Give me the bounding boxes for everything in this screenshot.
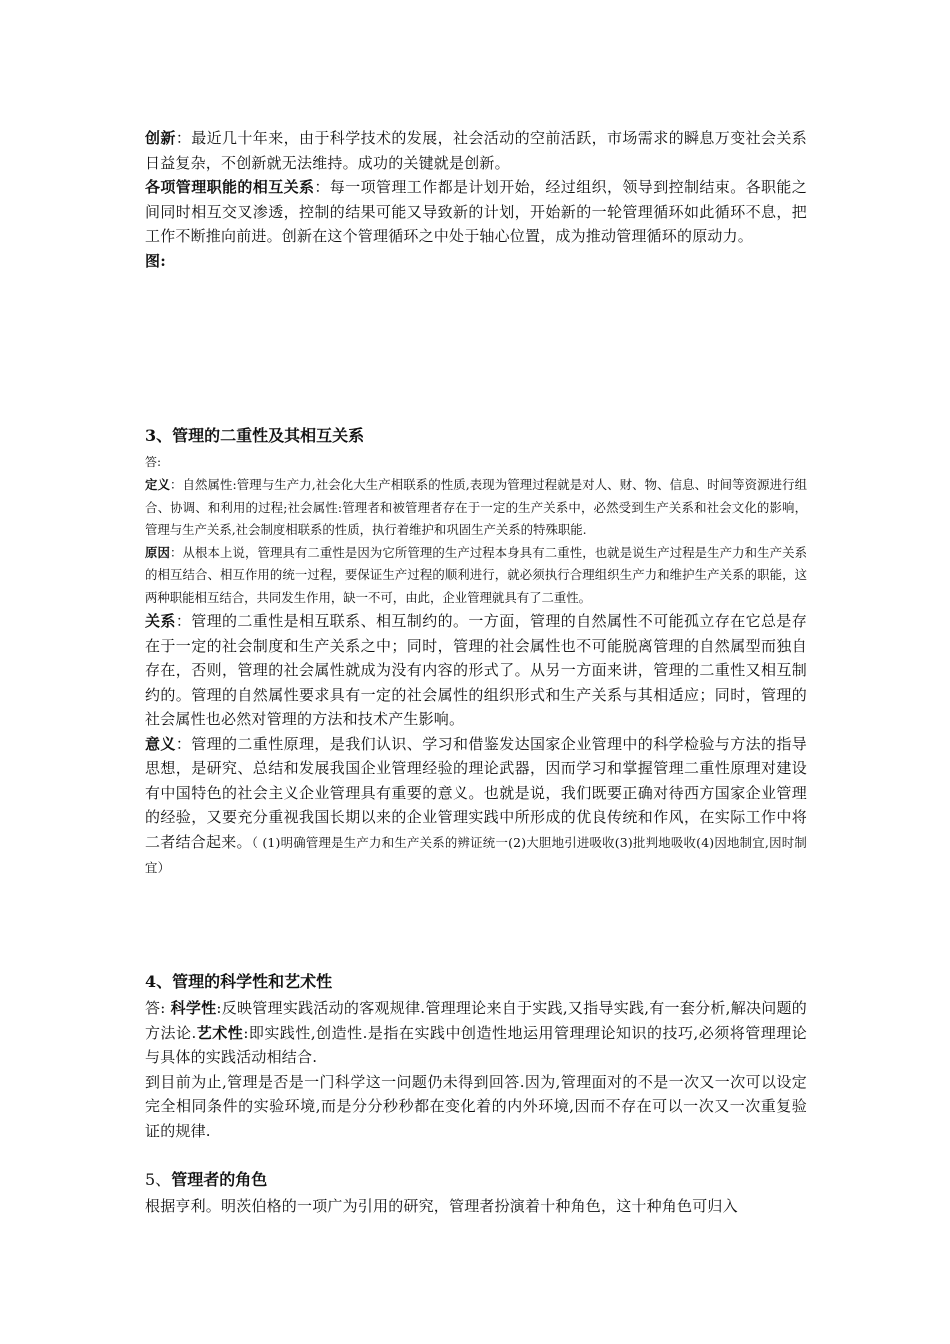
- significance-text: ：管理的二重性原理，是我们认识、学习和借鉴发达国家企业管理中的科学检验与方法的指导思想，是研究、总结和发展我国企业管理经验的理论武器，因而学习和掌握管理二重性原理对建设有中国特色的社会主义企业管理具有重要的意义。也就是说，我们既要正确对待西方国家企业管理的经验，又要充分重视我国长期以来的企业管理实践中所形成的优良传统和作风，在实际工作中将二者结合起来。: [145, 734, 807, 851]
- roles-title: 管理者的角色: [171, 1170, 268, 1189]
- art-text: :即实践性,创造性.是指在实践中创造性地运用管理理论知识的技巧,必须将管理理论与具体的实践活动相结合.: [145, 1023, 807, 1066]
- roles-heading: [145, 1168, 807, 1192]
- significance-note: （ (1)明确管理是生产力和生产关系的辨证统一(2)大胆地引进吸收(3)批判地吸收(4)因地制宜,因时制宜）: [145, 834, 807, 875]
- innovation-paragraph: [145, 126, 807, 175]
- science-art-paragraph: [145, 996, 807, 1070]
- science-art-heading: 4、管理的科学性和艺术性: [145, 972, 333, 991]
- innovation-text: ：最近几十年来，由于科学技术的发展，社会活动的空前活跃，市场需求的瞬息万变社会关系日益复杂，不创新就无法维持。成功的关键就是创新。: [145, 129, 807, 172]
- science-term: 科学性: [170, 999, 217, 1017]
- reason-term: 原因: [145, 544, 170, 560]
- function-relation-term: 各项管理职能的相互关系: [145, 178, 315, 196]
- science-art-extra-paragraph: 到目前为止,管理是否是一门科学这一问题仍未得到回答.因为,管理面对的不是一次又一次可以设定完全相同条件的实验环境,而是分分秒秒都在变化着的内外环境,因而不存在可以一次又一次重复验证的规律.: [145, 1072, 807, 1140]
- significance-paragraph: [145, 732, 807, 881]
- duality-heading: 3、管理的二重性及其相互关系: [145, 426, 365, 445]
- significance-term: 意义: [145, 734, 176, 753]
- duality-section: [145, 424, 807, 881]
- roles-section: [145, 1168, 807, 1219]
- relation-term: 关系: [145, 612, 176, 630]
- science-text: :反映管理实践活动的客观规律.管理理论来自于实践,又指导实践,有一套分析,解决问题的方法论.: [145, 999, 807, 1042]
- science-art-answer-label: 答:: [145, 999, 171, 1017]
- definition-paragraph: [145, 474, 807, 542]
- innovation-term: 创新: [145, 129, 176, 147]
- definition-term: 定义: [145, 477, 170, 492]
- roles-number: 5、: [145, 1170, 172, 1189]
- figure-label: 图:: [145, 251, 166, 270]
- art-term: 艺术性: [196, 1023, 244, 1042]
- reason-paragraph: [145, 542, 807, 610]
- science-art-section: [145, 970, 807, 1143]
- roles-paragraph: 根据亨利。明茨伯格的一项广为引用的研究，管理者扮演着十种角色，这十种角色可归入: [145, 1197, 738, 1215]
- duality-answer-label: 答:: [145, 455, 162, 469]
- innovation-block: [145, 126, 807, 273]
- function-relation-text: ：每一项管理工作都是计划开始，经过组织，领导到控制结束。各职能之间同时相互交叉渗透，控制的结果可能又导致新的计划，开始新的一轮管理循环如此循环不息，把工作不断推向前进。创新在这个管理循环之中处于轴心位置，成为推动管理循环的原动力。: [145, 178, 808, 245]
- relation-paragraph: [145, 609, 807, 732]
- relation-text: ：管理的二重性是相互联系、相互制约的。一方面，管理的自然属性不可能孤立存在它总是存在于一定的社会制度和生产关系之中；同时，管理的社会属性也不可能脱离管理的自然属型而独自存在，否则，管理的社会属性就成为没有内容的形式了。从另一方面来讲，管理的二重性又相互制约的。管理的自然属性要求具有一定的社会属性的组织形式和生产关系与其相适应；同时，管理的社会属性也必然对管理的方法和技术产生影响。: [145, 612, 807, 728]
- function-relation-paragraph: [145, 175, 807, 249]
- definition-text: ：自然属性:管理与生产力,社会化大生产相联系的性质,表现为管理过程就是对人、财、物、信息、时间等资源进行组合、协调、和利用的过程;社会属性:管理者和被管理者存在于一定的生产关系中，必然受到生产关系和社会文化的影响，管理与生产关系,社会制度相联系的性质，执行着维护和巩固生产关系的特殊职能.: [145, 477, 807, 537]
- reason-text: ：从根本上说，管理具有二重性是因为它所管理的生产过程本身具有二重性，也就是说生产过程是生产力和生产关系的相互结合、相互作用的统一过程，要保证生产过程的顺利进行，就必须执行合理组织生产力和维护生产关系的职能，这两种职能相互结合，共同发生作用，缺一不可，由此，企业管理就具有了二重性。: [145, 544, 808, 605]
